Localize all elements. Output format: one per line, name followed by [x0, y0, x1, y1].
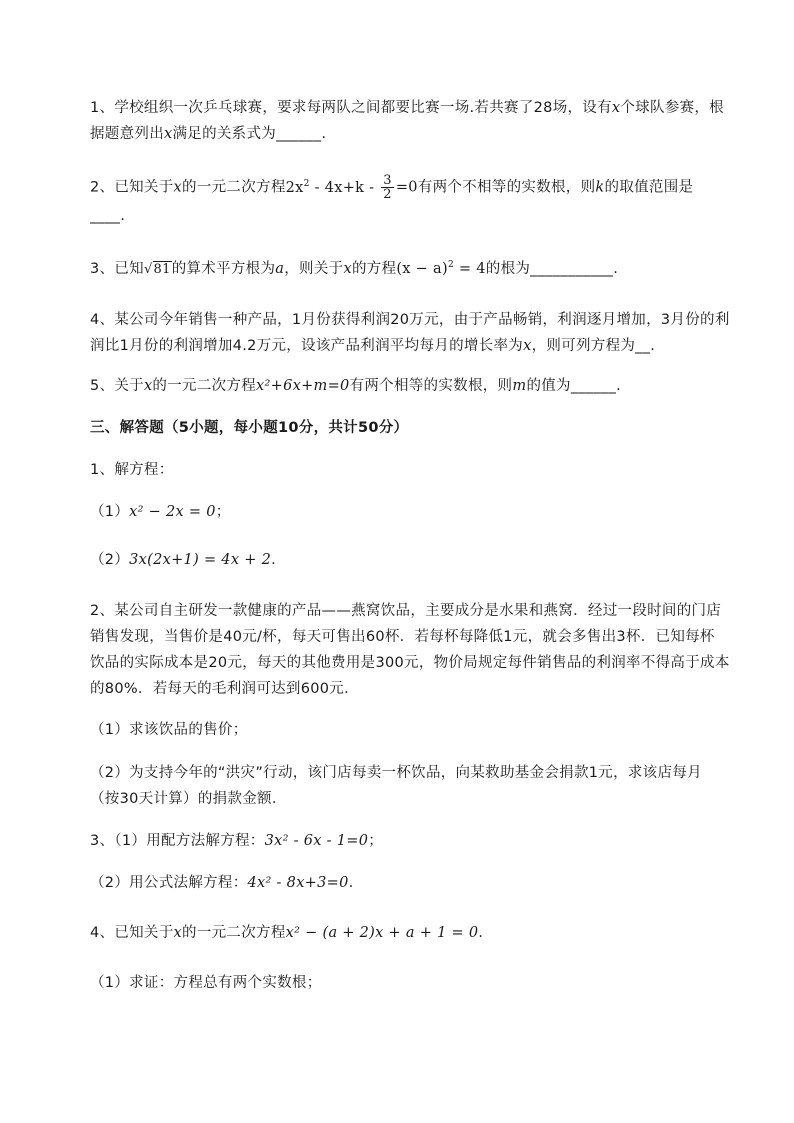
question-5 — [90, 376, 621, 396]
question-2-line-2 — [90, 206, 125, 226]
s3-s1-text: 3、（1）用配方法解方程： — [90, 833, 265, 849]
s1-i2-tag: （2） — [90, 552, 130, 568]
q3-sqrt: √81 — [143, 262, 171, 277]
solve-2-sub-2b: （按30天计算）的捐款金额． — [90, 791, 287, 807]
q4-text-2b: ，则可列方程为__. — [531, 338, 656, 354]
solve-2-line-1: 2、某公司自主研发一款健康的产品——燕窝饮品，主要成分是水果和燕窝．经过一段时间的门店 — [90, 603, 722, 619]
q5-equation: x²+6x+m=0 — [256, 378, 350, 394]
solve-2-line-4: 的80%．若每天的毛利润可达到600元． — [90, 681, 359, 697]
q4-text-2a: 润比1月份的利润增加4.2万元，设该产品利润平均每月的增长率为 — [90, 338, 524, 354]
q2-text-c: 有两个不相等的实数根，则 — [417, 179, 596, 196]
s3-s1-end: ； — [368, 833, 384, 849]
q3-text-b: 的算术平方根为 — [171, 261, 276, 277]
q2-k: k — [595, 179, 605, 196]
question-2-line-1 — [90, 174, 693, 201]
solve-1-item-1 — [90, 502, 231, 522]
q1-text-end: 个球队参赛，根 — [620, 100, 724, 116]
solve-2-line-3: 饮品的实际成本是20元，每天的其他费用是300元，物价局规定每件销售品的利润率不得高于成本 — [90, 655, 730, 671]
s1-i1-end: ； — [215, 504, 231, 520]
q2-fraction — [381, 174, 394, 201]
q4-var: x — [523, 338, 532, 354]
q5-text-d: 的值为______. — [526, 378, 622, 394]
q2-var: x — [173, 179, 183, 196]
s4-var: x — [173, 925, 183, 941]
q3-var-x: x — [343, 261, 352, 277]
s1-i1-tag: （1） — [90, 504, 130, 520]
solve-4 — [90, 923, 493, 943]
s4-equation: x² − (a + 2)x + a + 1 = 0 — [285, 925, 479, 941]
s1-i2-end: . — [271, 552, 277, 568]
q2-text-d: 的取值范围是 — [604, 179, 694, 196]
s1-i1-eq: x² − 2x = 0 — [129, 504, 216, 520]
section-3-title: 三、解答题（5小题，每小题10分，共计50分） — [90, 420, 409, 436]
q3-radicand: 81 — [153, 262, 171, 277]
q1-var-2: x — [164, 126, 173, 142]
q2-eq-b: - 4x+k - — [309, 179, 380, 196]
question-1-line-1 — [90, 98, 724, 118]
q5-var: x — [143, 378, 153, 394]
q1-var: x — [611, 100, 621, 116]
solve-1-title: 1、解方程： — [90, 462, 174, 478]
q5-text-b: 的一元二次方程 — [152, 378, 257, 394]
q2-eq-c: =0 — [395, 179, 418, 196]
s3-s2-eq: 4x² - 8x+3=0 — [247, 875, 349, 891]
q5-m: m — [512, 378, 527, 394]
question-1-line-2 — [90, 124, 326, 144]
q3-var-a: a — [275, 261, 285, 277]
q3-text-d: 的方程 — [351, 261, 397, 277]
q3-equation: $(x - a)^2 = 4$ — [396, 260, 486, 277]
s4-text-a: 4、已知关于 — [90, 925, 174, 941]
q2-text-a: 2、已知关于 — [90, 179, 174, 196]
q3-text-e: 的根为___________. — [485, 261, 619, 277]
q2-text-b: 的一元二次方程 — [182, 179, 286, 196]
q2-frac-den: 2 — [383, 187, 392, 202]
q5-text-a: 5、关于 — [90, 378, 144, 394]
solve-2-line-2: 销售发现，当售价是40元/杯，每天可售出60杯．若每杯每降低1元，就会多售出3杯．已知每杯 — [90, 629, 715, 645]
question-4-line-2 — [90, 336, 655, 356]
s4-end: ． — [478, 925, 494, 941]
q2-equation: $2x^2 - 4x+k$ - — [285, 178, 380, 196]
solve-2-sub-1: （1）求该饮品的售价； — [90, 722, 248, 738]
q2-blank: ____. — [90, 208, 126, 224]
s3-s2-end: . — [348, 875, 354, 891]
s4-text-b: 的一元二次方程 — [182, 925, 286, 941]
q4-text-1: 4、某公司今年销售一种产品，1月份获得利润20万元，由于产品畅销，利润逐月增加，3月份的利 — [90, 312, 730, 328]
q3-eq-r: = 4 — [453, 261, 486, 277]
solve-1-item-2 — [90, 550, 276, 570]
q3-eq: (x − a) — [396, 261, 448, 277]
q1-text: 1、学校组织一次乒乓球赛，要求每两队之间都要比赛一场.若共赛了28场，设有 — [90, 100, 612, 116]
s3-s1-eq: 3x² - 6x - 1=0 — [264, 833, 369, 849]
solve-2-sub-2a: （2）为支持今年的“洪灾”行动，该门店每卖一杯饮品，向某救助基金会捐款1元，求该店每月 — [90, 765, 702, 781]
q2-frac-num: 3 — [383, 173, 392, 188]
q2-eq-a: 2x — [285, 179, 304, 196]
q1-text-2b: 满足的关系式为______. — [172, 126, 327, 142]
s1-i2-eq: 3x(2x+1) = 4x + 2 — [129, 552, 272, 568]
q3-text-c: ，则关于 — [284, 261, 344, 277]
q3-text-a: 3、已知 — [90, 261, 144, 277]
solve-3-sub-2 — [90, 873, 354, 893]
solve-4-sub-1: （1）求证：方程总有两个实数根； — [90, 975, 322, 991]
q1-text-2a: 据题意列出 — [90, 126, 164, 142]
question-3 — [90, 259, 618, 280]
question-4-line-1 — [90, 310, 730, 330]
solve-3-sub-1 — [90, 831, 383, 851]
q5-text-c: 有两个相等的实数根，则 — [349, 378, 513, 394]
s3-s2-text: （2）用公式法解方程： — [90, 875, 248, 891]
